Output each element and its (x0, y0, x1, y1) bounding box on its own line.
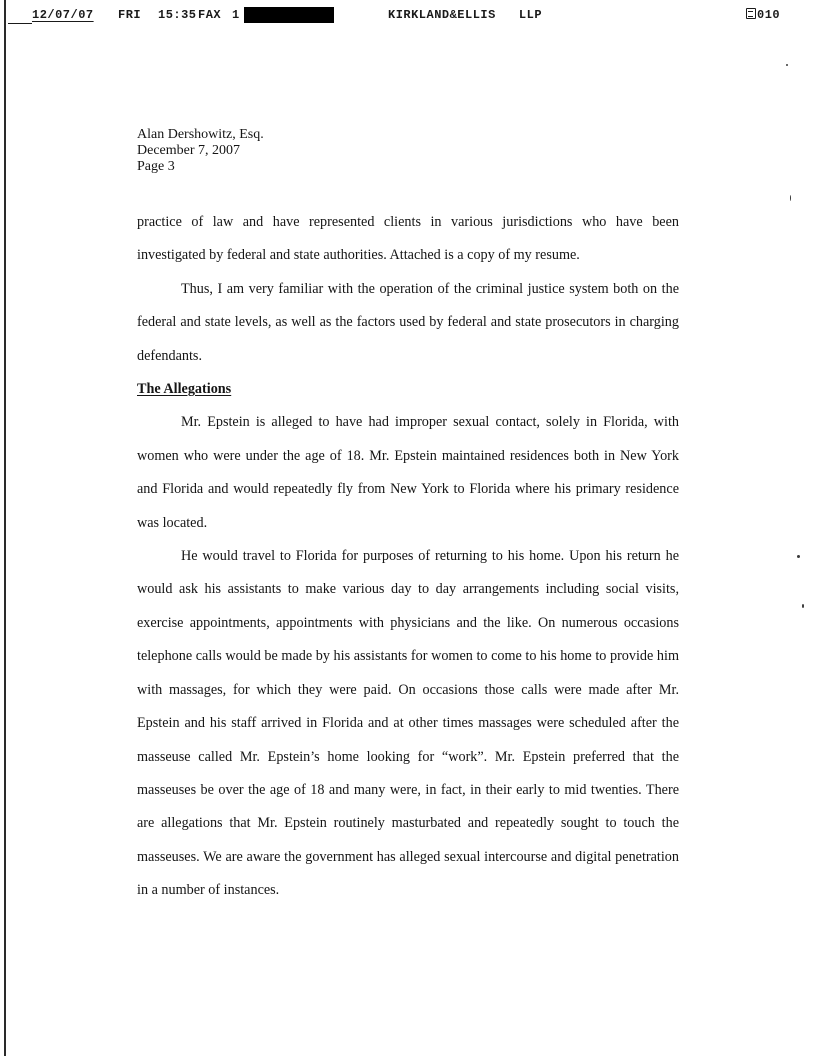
fax-number: 1 (232, 8, 240, 22)
fax-day: FRI (118, 8, 142, 22)
paragraph-1: practice of law and have represented clients in various jurisdictions who have been investigated by federal and state authorities. Attached is a copy of my resume. (137, 214, 679, 264)
fax-date: 12/07/07 (32, 8, 94, 22)
scan-speck (790, 195, 791, 201)
letter-body (137, 206, 679, 908)
fax-header (0, 6, 816, 26)
fax-label: FAX (198, 8, 222, 22)
fax-time: 15:35 (158, 8, 197, 22)
paragraph-2: Thus, I am very familiar with the operation of the criminal justice system both on the federal and state levels, as well as the factors used by federal and state prosecutors in charging defendants. (137, 280, 679, 364)
left-margin-rule (4, 0, 6, 1056)
scan-speck (802, 604, 804, 608)
section-heading: The Allegations (137, 381, 232, 398)
fax-page-number: 010 (757, 8, 781, 22)
letter-date: December 7, 2007 (137, 143, 241, 158)
letter-meta (137, 127, 264, 175)
redaction-block (244, 7, 334, 23)
page-label: Page 3 (137, 159, 175, 174)
paragraph-4: He would travel to Florida for purposes of returning to his home. Upon his return he would ask his assistants to make various day to day arrangements including social visits, exercise appointments, appointments with physicians and the like. On numerous occasions telephone calls would be made by his assistants for women to come to his home to provide him with massages, for which they were paid. On occasions those calls were made after Mr. Epstein and his staff arrived in Florida and at other times massages were scheduled after the masseuse called Mr. Epstein’s home looking for “work”. Mr. Epstein preferred that the masseuses be over the age of 18 and many were, in fact, in their early to mid twenties. There are allegations that Mr. Epstein routinely masturbated and repeatedly sought to touch the masseuses. We are aware the government has alleged sexual intercourse and digital penetration in a number of instances. (137, 548, 679, 899)
scan-speck (786, 64, 788, 66)
fax-header-underline (8, 23, 32, 24)
fax-page-icon (746, 8, 756, 19)
paragraph-3: Mr. Epstein is alleged to have had improper sexual contact, solely in Florida, with women who were under the age of 18. Mr. Epstein maintained residences both in New York and Florida and would repeatedly fly from New York to Florida where his primary residence was located. (137, 414, 679, 531)
fax-sender: KIRKLAND&ELLIS LLP (388, 8, 543, 22)
scan-speck (797, 555, 800, 558)
fax-page-indicator (746, 8, 780, 22)
recipient-name: Alan Dershowitz, Esq. (137, 127, 264, 142)
